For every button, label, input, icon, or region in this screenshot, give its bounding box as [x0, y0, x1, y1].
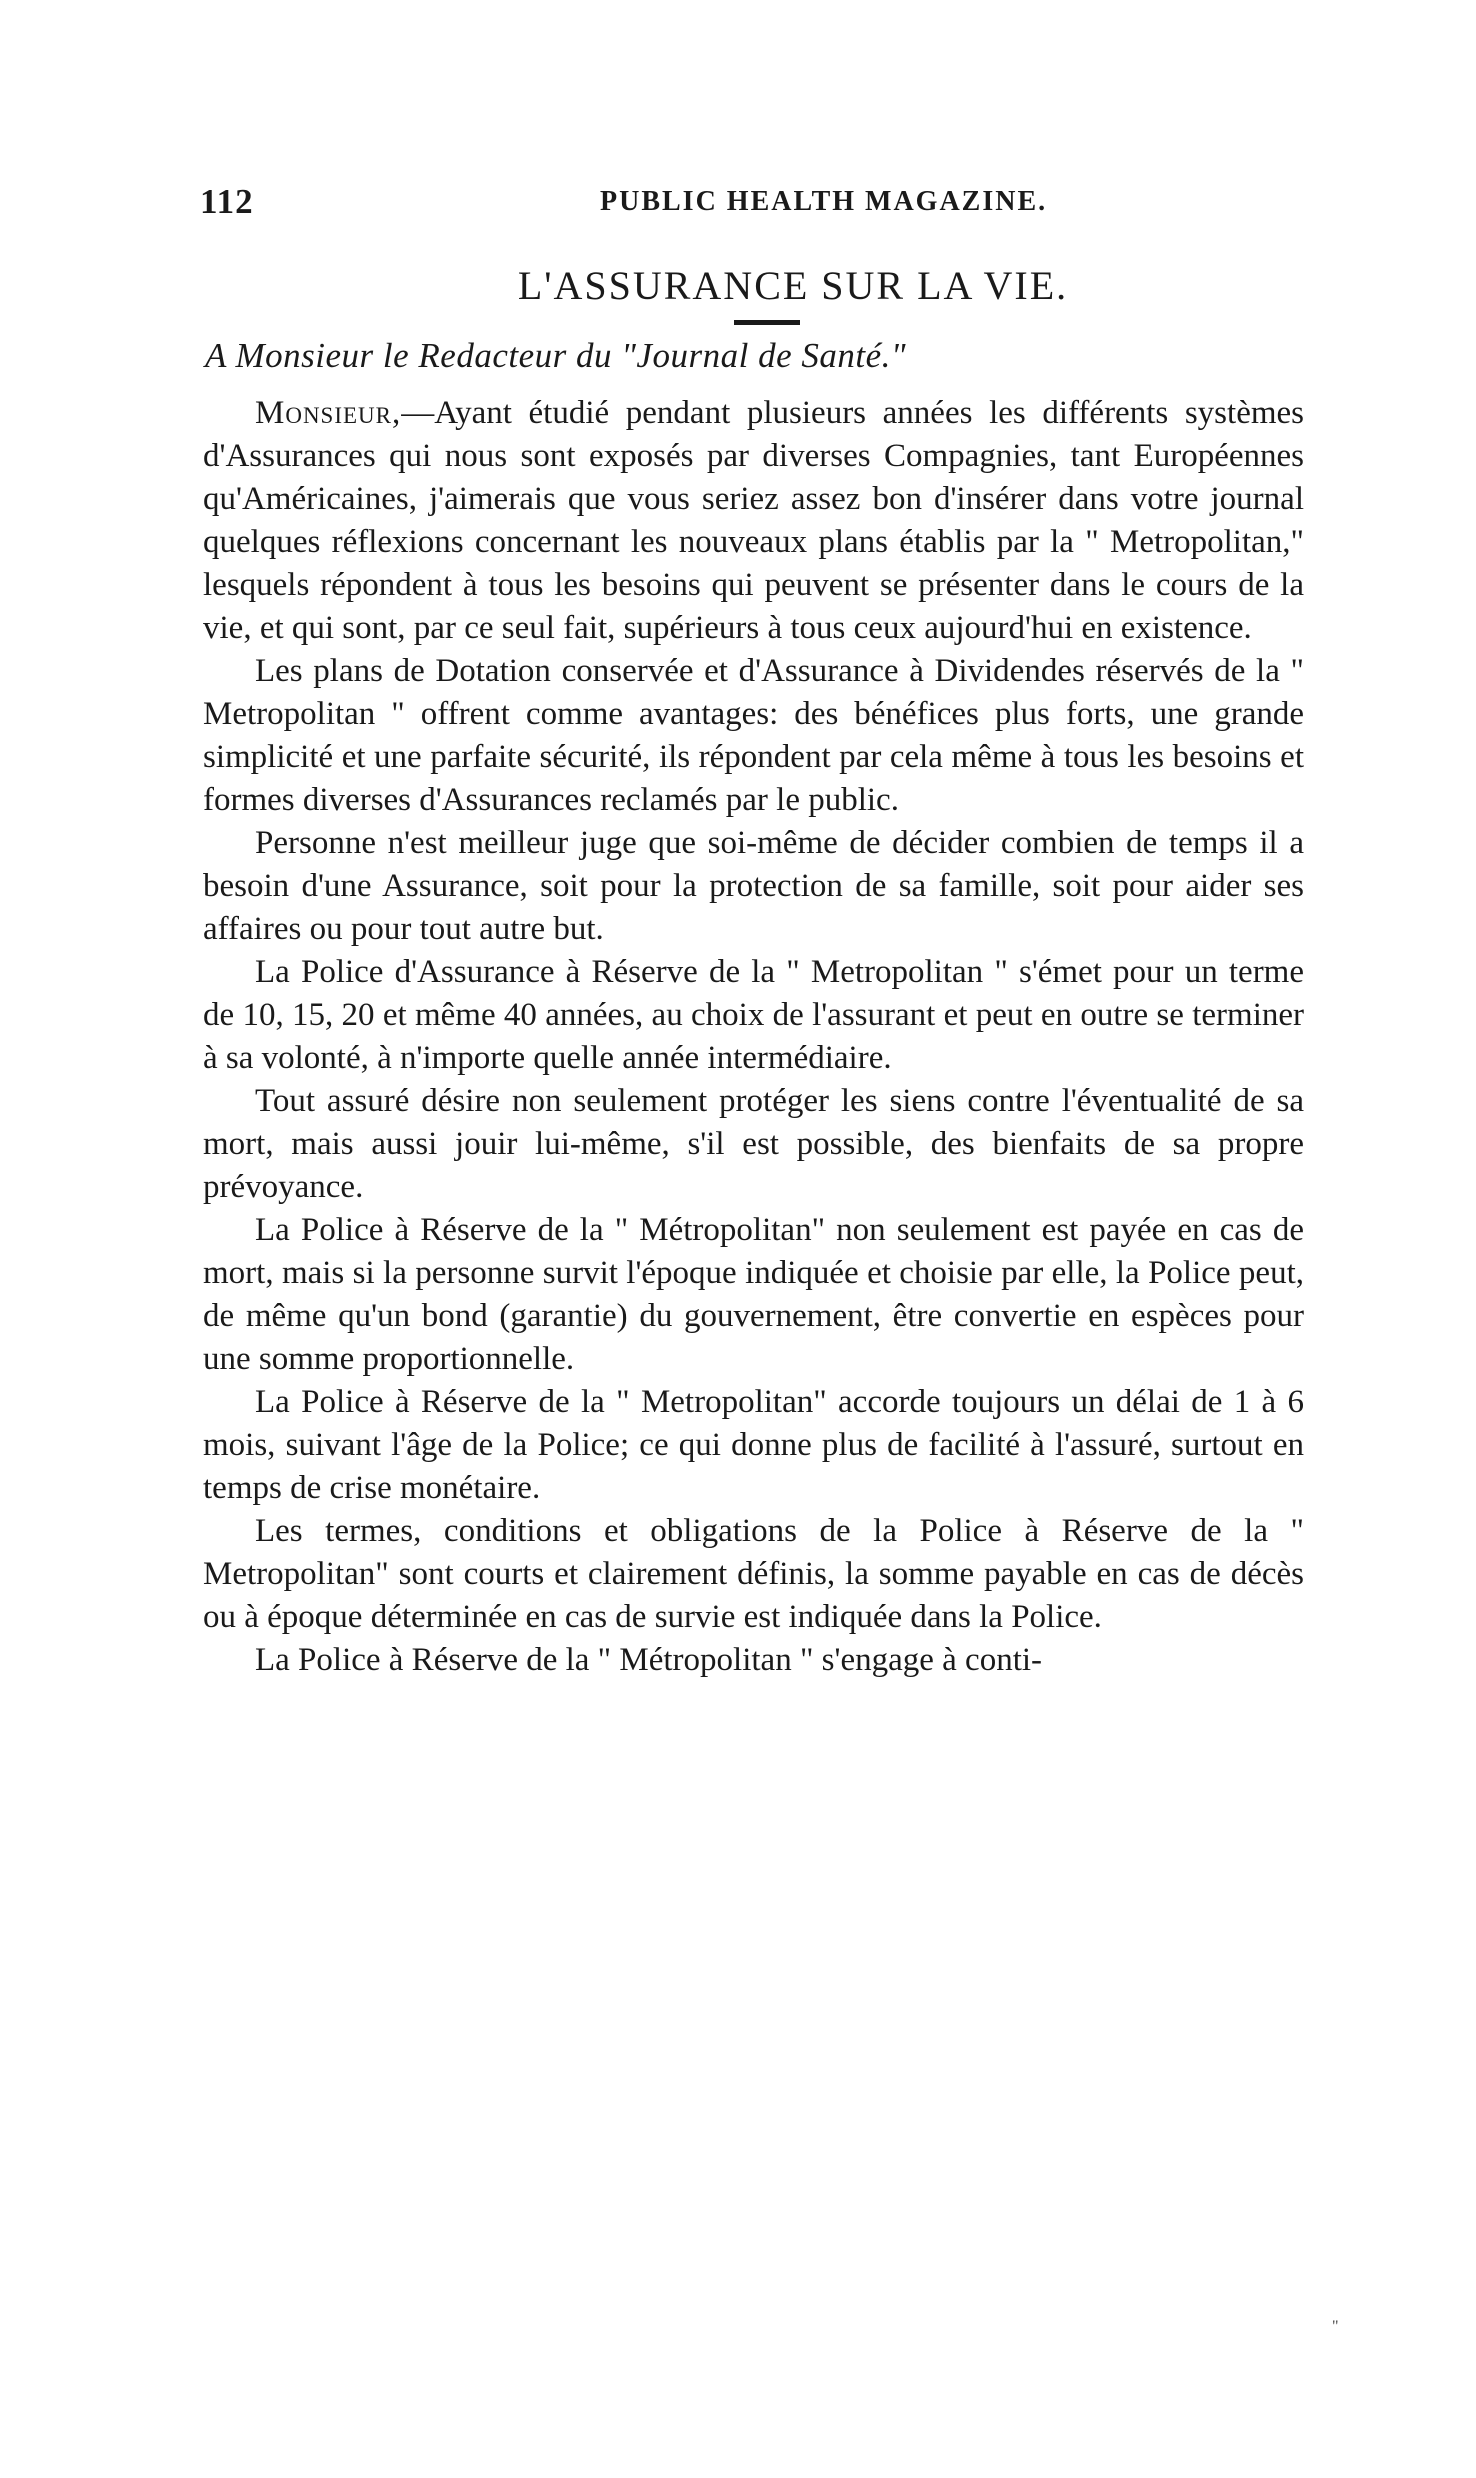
article-title: L'ASSURANCE SUR LA VIE.	[517, 263, 1069, 308]
paragraph-8: Les termes, conditions et obligations de la Police à Réserve de la " Metropolitan" sont courts et clairement définis, la somme payable en cas de décès ou à époque déterminée en cas de survie est indiquée dans la Police.	[203, 1513, 1304, 1635]
paragraph-3: Personne n'est meilleur juge que soi-même de décider combien de temps il a besoin d'une Assurance, soit pour la protection de sa famille, soit pour aider ses affaires ou pour tout autre but.	[203, 825, 1304, 947]
journal-name: PUBLIC HEALTH MAGAZINE.	[600, 186, 1048, 217]
stray-mark: "	[1332, 2318, 1339, 2335]
paragraph-6: La Police à Réserve de la " Métropolitan" non seulement est payée en cas de mort, mais si la personne survit l'époque indiquée et choisie par elle, la Police peut, de même qu'un bond (garantie) du gouvernement, être convertie en espèces pour une somme proportionnelle.	[203, 1212, 1304, 1377]
paragraph-7: La Police à Réserve de la " Metropolitan" accorde toujours un délai de 1 à 6 mois, suivant l'âge de la Police; ce qui donne plus de facilité à l'assuré, surtout en temps de crise monétaire.	[203, 1384, 1304, 1506]
running-head	[0, 182, 1476, 232]
paragraph-1	[203, 392, 1304, 650]
paragraph-4: La Police d'Assurance à Réserve de la " Metropolitan " s'émet pour un terme de 10, 15, 20 et même 40 années, au choix de l'assurant et peut en outre se terminer à sa volonté, à n'importe quelle année intermédiaire.	[203, 954, 1304, 1076]
title-rule	[734, 320, 800, 325]
page-number: 112	[200, 182, 254, 221]
paragraph-2: Les plans de Dotation conservée et d'Assurance à Dividendes réservés de la " Metropolitan " offrent comme avantages: des bénéfices plus forts, une grande simplicité et une parfaite sécurité, ils répondent par cela même à tous les besoins et formes diverses d'Assurances reclamés par le public.	[203, 653, 1304, 818]
opening-word: Monsieur,	[255, 395, 402, 431]
salutation: A Monsieur le Redacteur du "Journal de Santé."	[205, 336, 907, 375]
paragraph-1-text: —Ayant étudié pendant plusieurs années les différents systèmes d'Assurances qui nous sont exposés par diverses Compagnies, tant Européennes qu'Américaines, j'aimerais que vous seriez assez bon d'insérer dans votre journal quelques réflexions concernant les nouveaux plans établis par la " Metropolitan," lesquels répondent à tous les besoins qui peuvent se présenter dans le cours de la vie, et qui sont, par ce seul fait, supérieurs à tous ceux aujourd'hui en existence.	[203, 395, 1304, 646]
paragraph-9: La Police à Réserve de la " Métropolitan " s'engage à conti-	[255, 1642, 1043, 1678]
article-body	[203, 392, 1304, 1682]
paragraph-5: Tout assuré désire non seulement protéger les siens contre l'éventualité de sa mort, mais aussi jouir lui-même, s'il est possible, des bienfaits de sa propre prévoyance.	[203, 1083, 1304, 1205]
